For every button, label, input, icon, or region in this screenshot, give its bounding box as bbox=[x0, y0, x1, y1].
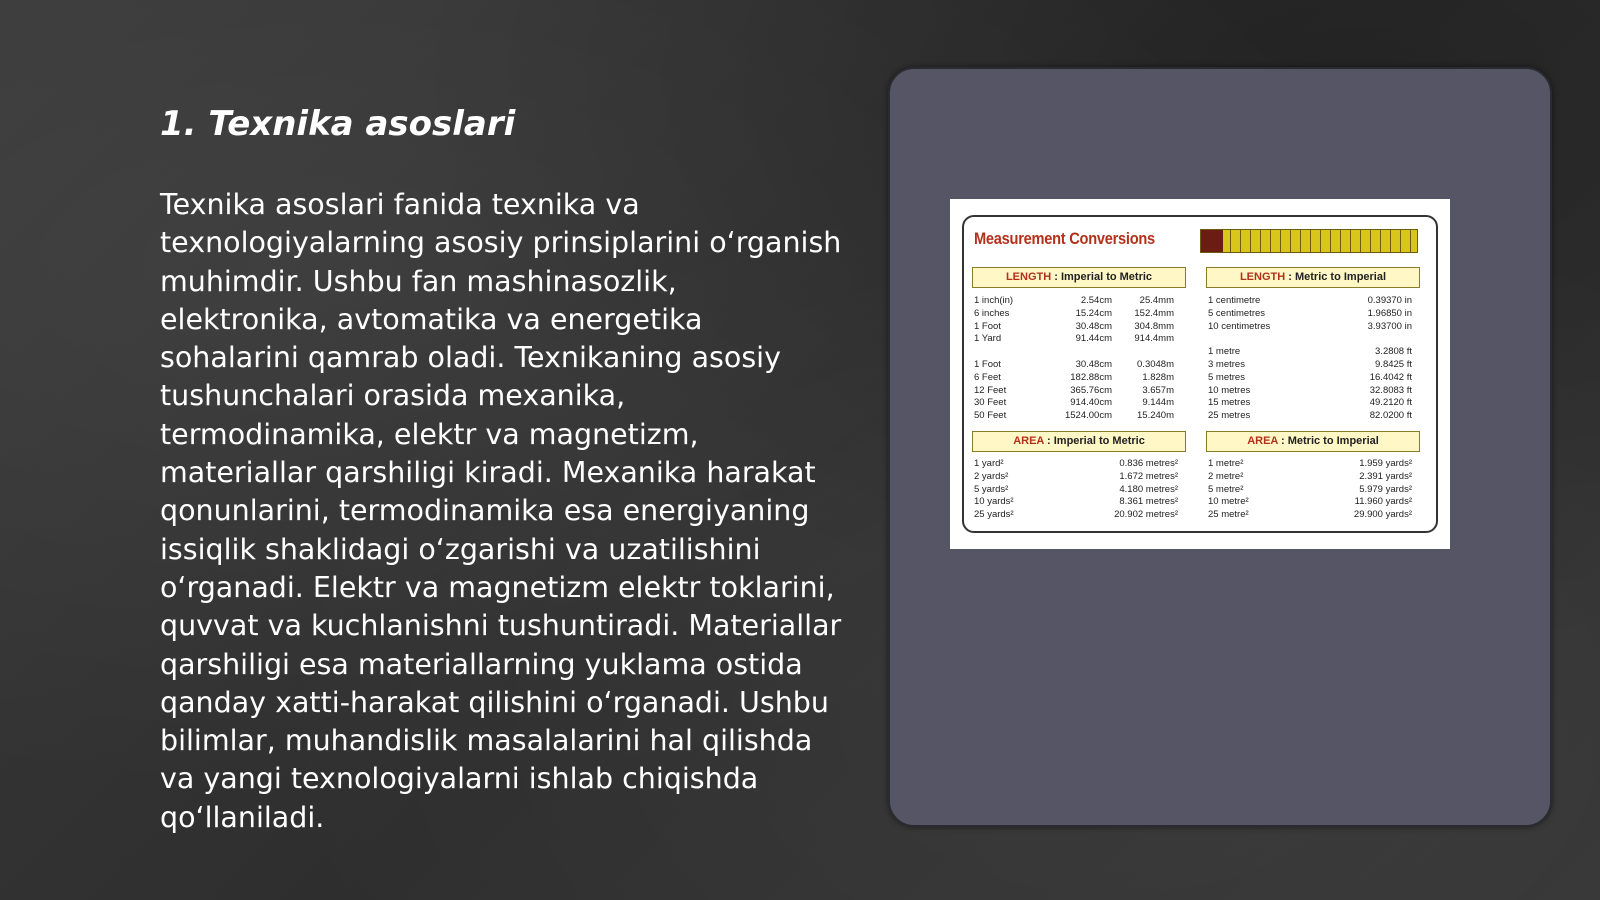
table-cell: 91.44cm bbox=[1075, 333, 1112, 345]
table-cell: 304.8mm bbox=[1134, 320, 1174, 332]
section-label: : Metric to Imperial bbox=[1285, 271, 1387, 283]
table-cell: 152.4mm bbox=[1134, 307, 1174, 319]
section-label: : Imperial to Metric bbox=[1051, 271, 1153, 283]
table-cell: 0.836 metres² bbox=[1119, 458, 1178, 469]
table-row bbox=[1208, 321, 1412, 334]
table-row bbox=[974, 295, 1174, 308]
table-cell: 2.391 yards² bbox=[1359, 470, 1412, 482]
table-row bbox=[1208, 295, 1412, 308]
table-cell: 30 Feet bbox=[974, 397, 1007, 409]
table-row bbox=[1208, 484, 1412, 497]
table-cell: 0.39370 in bbox=[1367, 295, 1412, 306]
table-row bbox=[974, 321, 1174, 334]
table-cell: 10 yards² bbox=[974, 496, 1014, 508]
table-cell: 1 inch(in) bbox=[974, 295, 1014, 306]
table-row bbox=[1208, 308, 1412, 321]
table-cell: 182.88cm bbox=[1070, 371, 1112, 383]
table-cell: 5 metre² bbox=[1208, 483, 1244, 495]
table-cell: 8.361 metres² bbox=[1119, 496, 1178, 508]
section-label: : Metric to Imperial bbox=[1277, 435, 1379, 447]
table-cell: 2 yards² bbox=[974, 470, 1009, 482]
table-cell: 4.180 metres² bbox=[1119, 483, 1178, 495]
table-row bbox=[1208, 458, 1412, 471]
section-label: : Imperial to Metric bbox=[1043, 435, 1145, 447]
table-row bbox=[974, 496, 1178, 509]
table-cell: 10 metres bbox=[1208, 384, 1251, 396]
table-row bbox=[974, 397, 1174, 410]
section-length-metric-to-imperial bbox=[1206, 267, 1420, 288]
table-cell: 2 metre² bbox=[1208, 470, 1244, 482]
section-key: LENGTH bbox=[1005, 271, 1052, 283]
table-row bbox=[974, 385, 1174, 398]
section-key: AREA bbox=[1013, 435, 1044, 447]
table-row bbox=[974, 410, 1174, 423]
table-cell: 1 yard² bbox=[974, 458, 1004, 469]
row-gap bbox=[974, 346, 1174, 359]
length-metric-table bbox=[1208, 295, 1412, 423]
table-cell: 50 Feet bbox=[974, 410, 1007, 422]
table-cell: 25 yards² bbox=[974, 509, 1014, 521]
table-cell: 16.4042 ft bbox=[1369, 371, 1412, 383]
table-cell: 1 Foot bbox=[974, 358, 1001, 370]
table-cell: 5 metres bbox=[1208, 371, 1245, 383]
table-cell: 1.959 yards² bbox=[1359, 458, 1412, 469]
table-row bbox=[974, 509, 1178, 522]
table-row bbox=[1208, 471, 1412, 484]
table-cell: 30.48cm bbox=[1075, 320, 1112, 332]
table-cell: 5 yards² bbox=[974, 483, 1009, 495]
section-area-imperial-to-metric bbox=[972, 431, 1186, 452]
area-imperial-table bbox=[974, 458, 1178, 522]
table-cell: 1.96850 in bbox=[1367, 307, 1412, 319]
table-row bbox=[1208, 372, 1412, 385]
table-cell: 3.93700 in bbox=[1367, 320, 1412, 332]
table-row bbox=[974, 372, 1174, 385]
table-cell: 5.979 yards² bbox=[1359, 483, 1412, 495]
table-cell: 30.48cm bbox=[1075, 358, 1112, 370]
table-cell: 32.8083 ft bbox=[1369, 384, 1412, 396]
card-title: Measurement Conversions bbox=[974, 229, 1155, 248]
table-row bbox=[1208, 397, 1412, 410]
table-cell: 5 centimetres bbox=[1208, 307, 1266, 319]
slide-title: 1. Texnika asoslari bbox=[160, 104, 516, 144]
table-row bbox=[1208, 509, 1412, 522]
tape-measure-graphic bbox=[1200, 229, 1418, 253]
conversion-card-image bbox=[950, 199, 1450, 549]
table-row bbox=[974, 484, 1178, 497]
table-cell: 1.672 metres² bbox=[1119, 470, 1178, 482]
length-imperial-table bbox=[974, 295, 1174, 423]
section-area-metric-to-imperial bbox=[1206, 431, 1420, 452]
table-cell: 15.240m bbox=[1137, 410, 1174, 422]
table-cell: 25 metre² bbox=[1208, 509, 1249, 521]
table-cell: 2.54cm bbox=[1080, 295, 1112, 306]
table-row bbox=[1208, 359, 1412, 372]
row-gap bbox=[1208, 333, 1412, 346]
area-metric-table bbox=[1208, 458, 1412, 522]
table-cell: 11.960 yards² bbox=[1354, 496, 1412, 508]
table-cell: 914.40cm bbox=[1070, 397, 1112, 409]
table-row bbox=[1208, 410, 1412, 423]
table-row bbox=[1208, 496, 1412, 509]
slide-body-text: Texnika asoslari fanida texnika va texnologiyalarning asosiy prinsiplarini o‘rganish muhimdir. Ushbu fan mashinasozlik, elektronika, avtomatika va energetika sohalarini qamrab oladi. Texnikaning asosiy tushunchalari orasida mexanika, termodinamika, elektr va magnetizm, materiallar qarshiligi kiradi. Mexanika harakat qonunlarini, termodinamika esa energiyaning issiqlik shaklidagi o‘zgarishi va uzatilishini o‘rganadi. Elektr va magnetizm elektr toklarini, quvvat va kuchlanishni tushuntiradi. Materiallar qarshiligi esa materiallarning yuklama ostida qanday xatti-harakat qilishini o‘rganadi. Ushbu bilimlar, muhandislik masalalarini hal qilishda va yangi texnologiyalarni ishlab chiqishda qo‘llaniladi. bbox=[160, 188, 842, 834]
table-cell: 3 metres bbox=[1208, 358, 1245, 370]
table-cell: 10 metre² bbox=[1208, 496, 1249, 508]
table-cell: 1.828m bbox=[1142, 371, 1174, 383]
table-cell: 15 metres bbox=[1208, 397, 1251, 409]
table-cell: 365.76cm bbox=[1070, 384, 1112, 396]
table-cell: 1 metre bbox=[1208, 346, 1241, 358]
table-cell: 3.2808 ft bbox=[1375, 346, 1412, 358]
table-row bbox=[974, 333, 1174, 346]
table-row bbox=[974, 471, 1178, 484]
table-cell: 6 inches bbox=[974, 307, 1010, 319]
table-cell: 1 Foot bbox=[974, 320, 1001, 332]
table-row bbox=[1208, 385, 1412, 398]
table-row bbox=[974, 458, 1178, 471]
table-cell: 25.4mm bbox=[1139, 295, 1174, 306]
table-cell: 1 metre² bbox=[1208, 458, 1244, 469]
table-cell: 20.902 metres² bbox=[1114, 509, 1178, 521]
section-length-imperial-to-metric bbox=[972, 267, 1186, 288]
table-cell: 6 Feet bbox=[974, 371, 1001, 383]
table-cell: 9.8425 ft bbox=[1375, 358, 1412, 370]
table-cell: 1 centimetre bbox=[1208, 295, 1261, 306]
section-key: LENGTH bbox=[1239, 271, 1286, 283]
table-cell: 9.144m bbox=[1142, 397, 1174, 409]
table-cell: 914.4mm bbox=[1134, 333, 1174, 345]
table-row bbox=[1208, 346, 1412, 359]
table-cell: 49.2120 ft bbox=[1369, 397, 1412, 409]
table-cell: 25 metres bbox=[1208, 410, 1251, 422]
table-cell: 15.24cm bbox=[1075, 307, 1112, 319]
table-row bbox=[974, 359, 1174, 372]
table-cell: 1524.00cm bbox=[1064, 410, 1112, 422]
table-cell: 1 Yard bbox=[974, 333, 1002, 345]
table-cell: 82.0200 ft bbox=[1369, 410, 1412, 422]
table-cell: 0.3048m bbox=[1137, 358, 1174, 370]
section-key: AREA bbox=[1247, 435, 1278, 447]
table-cell: 12 Feet bbox=[974, 384, 1007, 396]
table-row bbox=[974, 308, 1174, 321]
table-cell: 3.657m bbox=[1142, 384, 1174, 396]
table-cell: 10 centimetres bbox=[1208, 320, 1271, 332]
conversion-card bbox=[962, 215, 1438, 533]
table-cell: 29.900 yards² bbox=[1353, 509, 1412, 521]
